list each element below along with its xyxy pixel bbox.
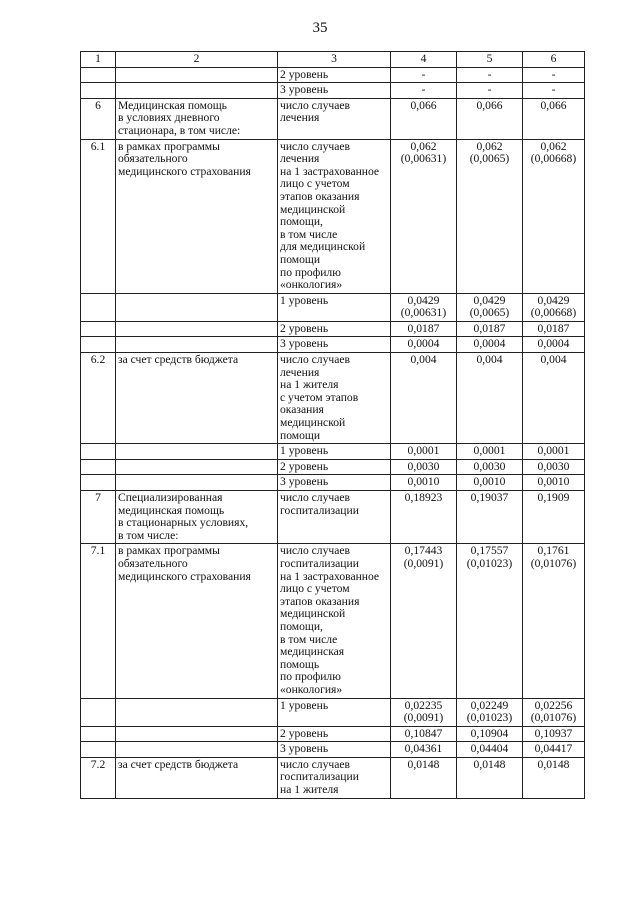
header-cell: 6 <box>523 52 585 68</box>
value-2024: 0,0004 <box>457 337 523 353</box>
indicator: 2 уровень <box>278 321 391 337</box>
indicator: 3 уровень <box>278 83 391 99</box>
value-2023: 0,004 <box>391 353 457 444</box>
value-2023: 0,18923 <box>391 491 457 544</box>
table-row <box>81 83 585 99</box>
care-type: в рамках программы обязательного медицинского страхования <box>116 139 278 293</box>
care-type: в рамках программы обязательного медицинского страхования <box>116 544 278 698</box>
value-2025: 0,0010 <box>523 475 585 491</box>
value-2023: 0,066 <box>391 98 457 139</box>
value-2023: - <box>391 67 457 83</box>
care-type: Медицинская помощь в условиях дневного стационара, в том числе: <box>116 98 278 139</box>
care-type: Специализированная медицинская помощь в стационарных условиях, в том числе: <box>116 491 278 544</box>
row-number <box>81 444 116 460</box>
table-row <box>81 475 585 491</box>
value-2025: 0,0148 <box>523 757 585 798</box>
value-2025: - <box>523 67 585 83</box>
care-type <box>116 444 278 460</box>
indicator: число случаев лечения на 1 застрахованное лицо с учетом этапов оказания медицинской помощи, в том числе для медицинской помощи по профилю «онкология» <box>278 139 391 293</box>
care-type <box>116 475 278 491</box>
value-2023: 0,0030 <box>391 459 457 475</box>
care-type: за счет средств бюджета <box>116 353 278 444</box>
value-2023: - <box>391 83 457 99</box>
page-number: 35 <box>312 20 328 36</box>
row-number: 7.2 <box>81 757 116 798</box>
table-row <box>81 757 585 798</box>
value-2024: 0,10904 <box>457 726 523 742</box>
value-2025: 0,02256 (0,01076) <box>523 698 585 726</box>
row-number: 6.2 <box>81 353 116 444</box>
indicator: число случаев госпитализации на 1 жителя <box>278 757 391 798</box>
data-table <box>80 51 585 799</box>
header-cell: 2 <box>116 52 278 68</box>
value-2024: 0,066 <box>457 98 523 139</box>
value-2023: 0,0010 <box>391 475 457 491</box>
value-2024: 0,04404 <box>457 742 523 758</box>
care-type <box>116 726 278 742</box>
indicator: 2 уровень <box>278 459 391 475</box>
value-2023: 0,10847 <box>391 726 457 742</box>
table-row <box>81 67 585 83</box>
row-number <box>81 742 116 758</box>
care-type <box>116 698 278 726</box>
table-row <box>81 459 585 475</box>
indicator: 1 уровень <box>278 698 391 726</box>
row-number <box>81 321 116 337</box>
header-cell: 5 <box>457 52 523 68</box>
value-2023: 0,0429 (0,00631) <box>391 293 457 321</box>
value-2025: 0,0429 (0,00668) <box>523 293 585 321</box>
indicator: 3 уровень <box>278 337 391 353</box>
value-2024: 0,17557 (0,01023) <box>457 544 523 698</box>
value-2024: 0,19037 <box>457 491 523 544</box>
table-row <box>81 742 585 758</box>
indicator: 3 уровень <box>278 742 391 758</box>
table-row <box>81 726 585 742</box>
header-cell: 3 <box>278 52 391 68</box>
value-2023: 0,062 (0,00631) <box>391 139 457 293</box>
value-2024: 0,02249 (0,01023) <box>457 698 523 726</box>
value-2025: 0,1761 (0,01076) <box>523 544 585 698</box>
value-2023: 0,0187 <box>391 321 457 337</box>
row-number <box>81 475 116 491</box>
care-type <box>116 459 278 475</box>
value-2023: 0,04361 <box>391 742 457 758</box>
value-2024: - <box>457 67 523 83</box>
row-number <box>81 337 116 353</box>
value-2024: 0,0187 <box>457 321 523 337</box>
table-row <box>81 293 585 321</box>
indicator: 1 уровень <box>278 444 391 460</box>
value-2025: 0,04417 <box>523 742 585 758</box>
indicator: 2 уровень <box>278 67 391 83</box>
row-number: 6 <box>81 98 116 139</box>
value-2025: 0,066 <box>523 98 585 139</box>
row-number <box>81 726 116 742</box>
value-2023: 0,0148 <box>391 757 457 798</box>
value-2025: 0,10937 <box>523 726 585 742</box>
table-row <box>81 491 585 544</box>
table-row <box>81 444 585 460</box>
value-2024: 0,062 (0,0065) <box>457 139 523 293</box>
row-number: 7 <box>81 491 116 544</box>
care-type <box>116 293 278 321</box>
table-row <box>81 321 585 337</box>
value-2025: 0,0004 <box>523 337 585 353</box>
table-row <box>81 698 585 726</box>
indicator: 1 уровень <box>278 293 391 321</box>
value-2025: 0,0001 <box>523 444 585 460</box>
indicator: число случаев лечения на 1 жителя с учетом этапов оказания медицинской помощи <box>278 353 391 444</box>
header-cell: 4 <box>391 52 457 68</box>
value-2025: - <box>523 83 585 99</box>
value-2023: 0,02235 (0,0091) <box>391 698 457 726</box>
value-2024: 0,0001 <box>457 444 523 460</box>
care-type <box>116 83 278 99</box>
care-type <box>116 67 278 83</box>
value-2024: 0,0148 <box>457 757 523 798</box>
indicator: число случаев госпитализации на 1 застрахованное лицо с учетом этапов оказания медицинской помощи, в том числе медицинская помощь по профилю «онкология» <box>278 544 391 698</box>
indicator: число случаев лечения <box>278 98 391 139</box>
row-number: 6.1 <box>81 139 116 293</box>
table-row <box>81 139 585 293</box>
value-2025: 0,0030 <box>523 459 585 475</box>
value-2025: 0,004 <box>523 353 585 444</box>
header-cell: 1 <box>81 52 116 68</box>
value-2025: 0,1909 <box>523 491 585 544</box>
table-row <box>81 337 585 353</box>
indicator: 2 уровень <box>278 726 391 742</box>
care-type: за счет средств бюджета <box>116 757 278 798</box>
care-type <box>116 337 278 353</box>
value-2024: - <box>457 83 523 99</box>
table-row <box>81 353 585 444</box>
indicator: 3 уровень <box>278 475 391 491</box>
row-number <box>81 67 116 83</box>
care-type <box>116 321 278 337</box>
table-row <box>81 98 585 139</box>
table-row <box>81 544 585 698</box>
value-2025: 0,062 (0,00668) <box>523 139 585 293</box>
row-number <box>81 459 116 475</box>
row-number <box>81 293 116 321</box>
value-2024: 0,0429 (0,0065) <box>457 293 523 321</box>
value-2023: 0,17443 (0,0091) <box>391 544 457 698</box>
value-2023: 0,0004 <box>391 337 457 353</box>
value-2023: 0,0001 <box>391 444 457 460</box>
value-2024: 0,0010 <box>457 475 523 491</box>
row-number <box>81 83 116 99</box>
care-type <box>116 742 278 758</box>
indicator: число случаев госпитализации <box>278 491 391 544</box>
value-2024: 0,0030 <box>457 459 523 475</box>
value-2025: 0,0187 <box>523 321 585 337</box>
row-number: 7.1 <box>81 544 116 698</box>
value-2024: 0,004 <box>457 353 523 444</box>
header-row <box>81 52 585 68</box>
row-number <box>81 698 116 726</box>
